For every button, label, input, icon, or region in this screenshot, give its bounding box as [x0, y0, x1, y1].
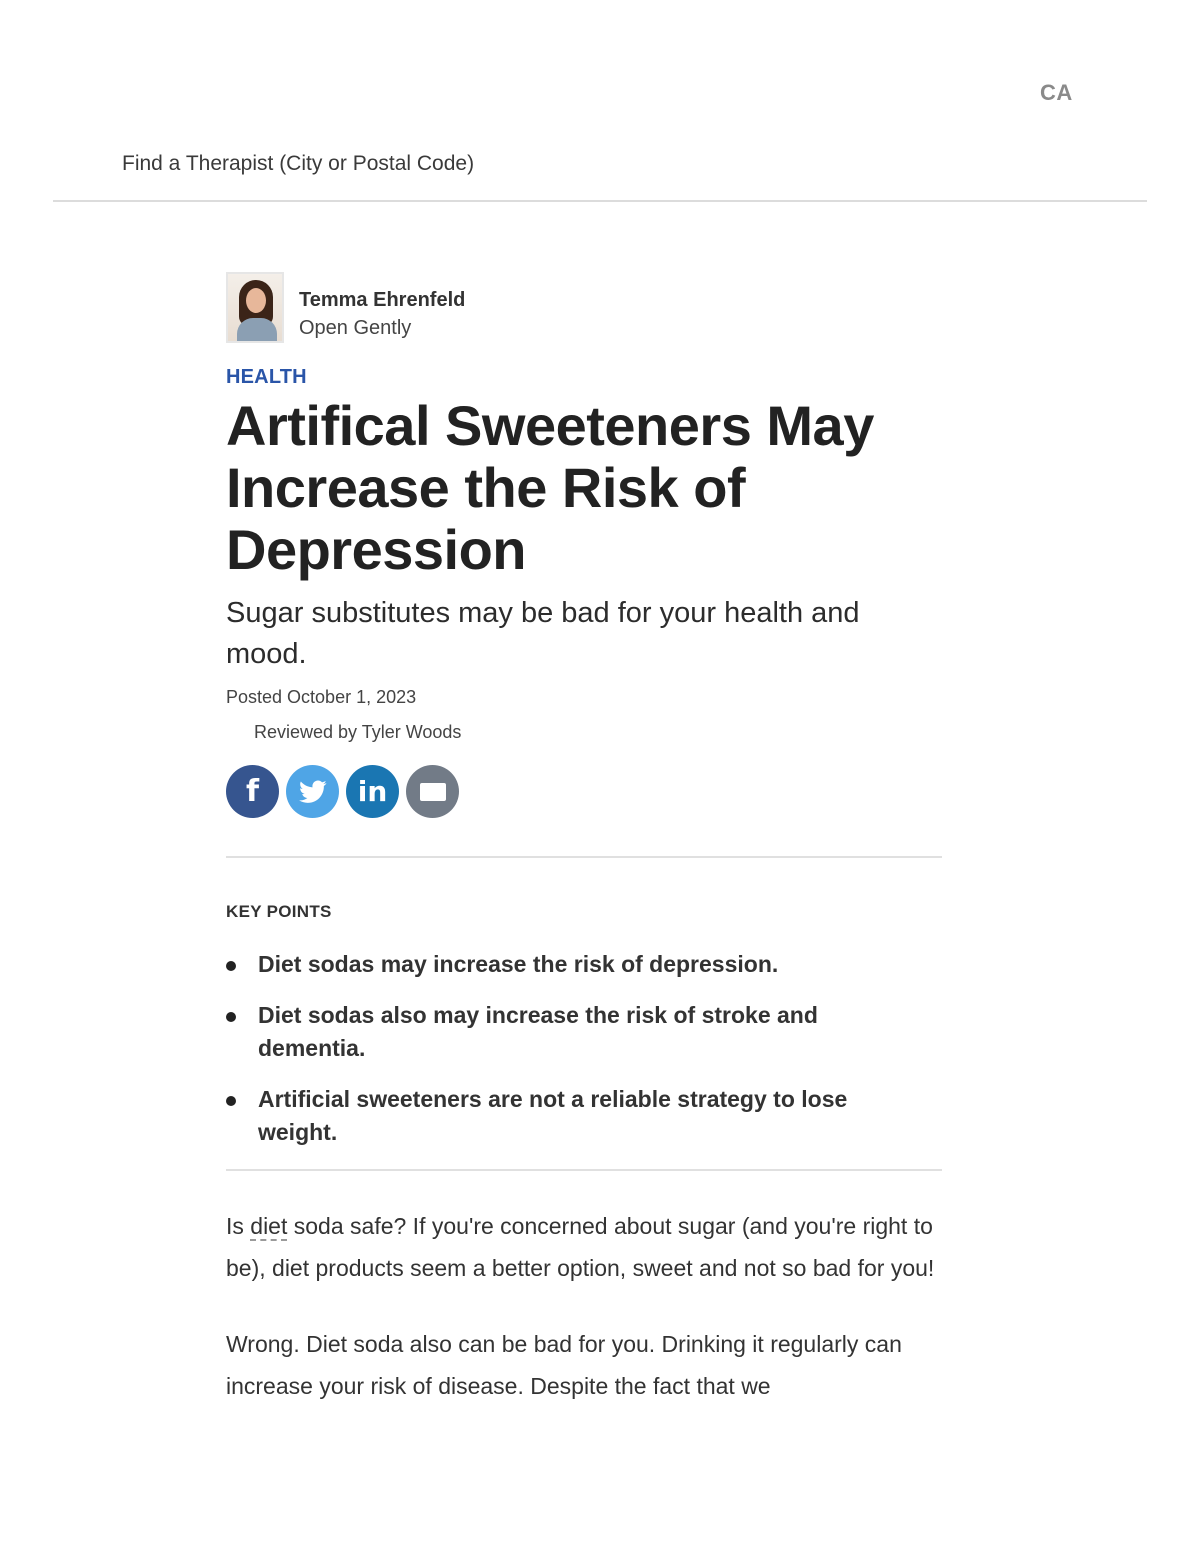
key-points-heading: KEY POINTS — [226, 902, 332, 921]
article-subtitle: Sugar substitutes may be bad for your health and mood. — [226, 597, 860, 670]
category-label[interactable]: HEALTH — [226, 366, 307, 388]
find-therapist-link[interactable]: Find a Therapist (City or Postal Code) — [122, 152, 475, 175]
reviewed-by[interactable]: Reviewed by Tyler Woods — [254, 722, 462, 742]
email-icon[interactable] — [406, 765, 459, 818]
body-text-segment: Is — [226, 1213, 251, 1239]
twitter-bird-glyph — [299, 780, 327, 804]
posted-date: Posted October 1, 2023 — [226, 687, 417, 707]
key-point-item: Artificial sweeteners are not a reliable strategy to lose weight. — [226, 1083, 898, 1149]
facebook-glyph: f — [245, 774, 260, 809]
article-body — [226, 1205, 942, 1407]
author-name[interactable]: Temma Ehrenfeld — [299, 289, 466, 311]
share-buttons — [226, 765, 942, 818]
key-point-item: Diet sodas also may increase the risk of stroke and dementia. — [226, 999, 898, 1065]
article — [226, 272, 942, 1441]
glossary-link-diet[interactable]: diet — [250, 1213, 288, 1239]
envelope-glyph — [419, 782, 447, 802]
key-points-list — [226, 948, 942, 1149]
header-divider — [53, 200, 1147, 202]
body-text-segment: soda safe? If you're concerned about sugar (and you're right to be), diet products seem a better option, sweet and not so bad for you! — [226, 1213, 935, 1281]
author-avatar[interactable] — [226, 272, 284, 343]
article-title: Artifical Sweeteners May Increase the Risk of Depression — [226, 394, 874, 581]
twitter-icon[interactable] — [286, 765, 339, 818]
linkedin-glyph: in — [357, 775, 388, 808]
key-point-item: Diet sodas may increase the risk of depression. — [226, 948, 898, 981]
body-paragraph: Wrong. Diet soda also can be bad for you. Drinking it regularly can increase your risk of disease. Despite the fact that we — [226, 1331, 902, 1399]
facebook-icon[interactable] — [226, 765, 279, 818]
region-selector[interactable]: CA — [1040, 80, 1073, 105]
section-divider — [226, 856, 942, 858]
author-blog-name[interactable]: Open Gently — [299, 317, 412, 339]
section-divider — [226, 1169, 942, 1171]
author-byline — [226, 272, 942, 348]
linkedin-icon[interactable] — [346, 765, 399, 818]
body-paragraph — [226, 1205, 942, 1289]
